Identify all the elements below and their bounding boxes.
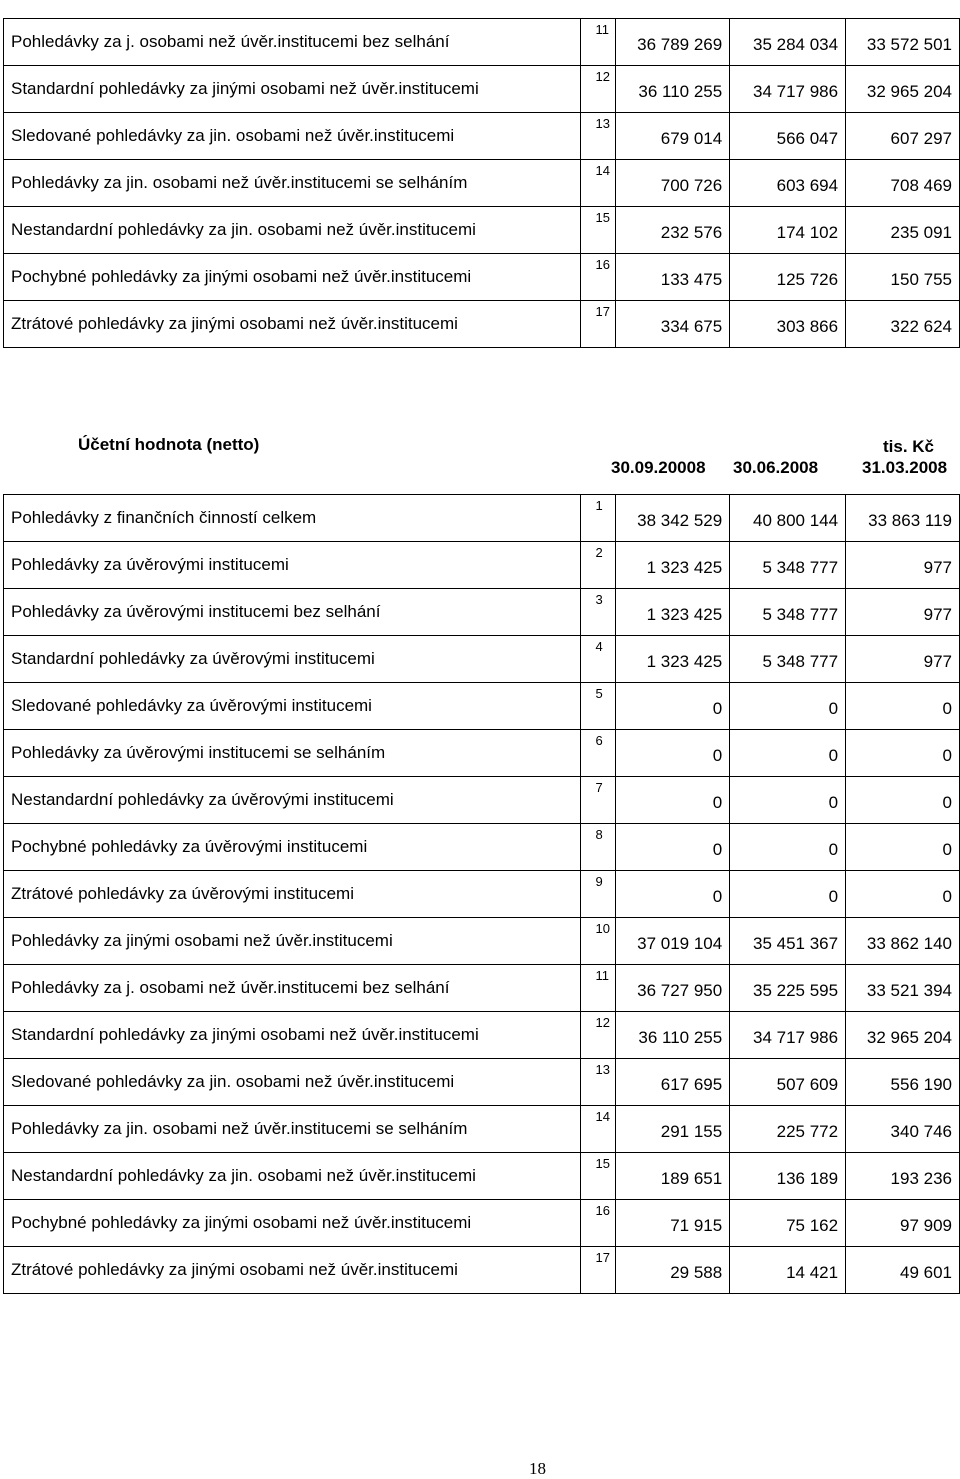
row-number-cell	[581, 918, 616, 965]
value-col-2: 303 866	[776, 317, 839, 336]
table-row	[4, 1106, 960, 1153]
value-col-1-cell	[616, 965, 730, 1012]
value-col-1-cell	[616, 301, 730, 348]
value-col-3-cell	[846, 730, 960, 777]
value-col-3-cell	[846, 66, 960, 113]
value-col-2: 507 609	[776, 1075, 839, 1094]
row-number: 17	[595, 304, 610, 319]
row-number-cell	[581, 66, 616, 113]
top-table-body	[4, 19, 960, 348]
value-col-2: 34 717 986	[752, 82, 839, 101]
row-number-cell	[581, 965, 616, 1012]
value-col-1-cell	[616, 66, 730, 113]
row-label-cell	[4, 589, 581, 636]
row-label: Pohledávky za úvěrovými institucemi	[11, 555, 289, 574]
value-col-2: 35 284 034	[752, 35, 839, 54]
value-col-2-cell	[730, 918, 846, 965]
row-label-cell	[4, 730, 581, 777]
table-row	[4, 683, 960, 730]
value-col-1-cell	[616, 254, 730, 301]
row-label-cell	[4, 1247, 581, 1294]
value-col-2: 603 694	[776, 176, 839, 195]
value-col-1-cell	[616, 918, 730, 965]
table-row	[4, 1059, 960, 1106]
value-col-1: 334 675	[660, 317, 723, 336]
value-col-3: 0	[942, 793, 952, 812]
row-label-cell	[4, 254, 581, 301]
value-col-3-cell	[846, 965, 960, 1012]
row-label: Sledované pohledávky za úvěrovými institucemi	[11, 696, 372, 715]
table-row	[4, 207, 960, 254]
value-col-3-cell	[846, 542, 960, 589]
value-col-2-cell	[730, 113, 846, 160]
value-col-1: 0	[712, 746, 723, 765]
row-number: 15	[595, 1156, 610, 1171]
value-col-3: 0	[942, 746, 952, 765]
value-col-3: 977	[923, 652, 952, 671]
value-col-3: 708 469	[890, 176, 952, 195]
value-col-2-cell	[730, 871, 846, 918]
row-number: 13	[595, 1062, 610, 1077]
row-label: Nestandardní pohledávky za úvěrovými institucemi	[11, 790, 394, 809]
value-col-1: 36 110 255	[638, 82, 723, 101]
table-row	[4, 965, 960, 1012]
row-number-cell	[581, 683, 616, 730]
value-col-2: 0	[828, 793, 839, 812]
value-col-2: 5 348 777	[762, 605, 839, 624]
value-col-1-cell	[616, 589, 730, 636]
row-number: 12	[595, 1015, 610, 1030]
row-label-cell	[4, 871, 581, 918]
row-number-cell	[581, 730, 616, 777]
row-number-cell	[581, 207, 616, 254]
table-row	[4, 871, 960, 918]
table-row	[4, 1247, 960, 1294]
value-col-1-cell	[616, 683, 730, 730]
row-label: Pochybné pohledávky za úvěrovými institucemi	[11, 837, 368, 856]
row-number: 2	[595, 545, 603, 560]
value-col-2-cell	[730, 730, 846, 777]
value-col-3: 340 746	[890, 1122, 952, 1141]
value-col-1: 291 155	[660, 1122, 723, 1141]
row-label: Sledované pohledávky za jin. osobami než úvěr.institucemi	[11, 126, 455, 145]
value-col-1-cell	[616, 542, 730, 589]
value-col-3: 556 190	[890, 1075, 952, 1094]
table-row	[4, 19, 960, 66]
value-col-2-cell	[730, 19, 846, 66]
table-row	[4, 254, 960, 301]
value-col-3: 193 236	[890, 1169, 952, 1188]
value-col-2: 35 225 595	[752, 981, 839, 1000]
value-col-1: 679 014	[660, 129, 723, 148]
row-number-cell	[581, 1059, 616, 1106]
value-col-2: 566 047	[776, 129, 839, 148]
row-label-cell	[4, 965, 581, 1012]
value-col-3-cell	[846, 1059, 960, 1106]
row-number-cell	[581, 1153, 616, 1200]
value-col-2-cell	[730, 965, 846, 1012]
row-number: 9	[595, 874, 603, 889]
row-label-cell	[4, 1012, 581, 1059]
table-row	[4, 66, 960, 113]
row-label-cell	[4, 1200, 581, 1247]
value-col-3: 97 909	[900, 1216, 952, 1235]
value-col-3-cell	[846, 495, 960, 542]
table-row	[4, 1200, 960, 1247]
value-col-2-cell	[730, 636, 846, 683]
row-label: Ztrátové pohledávky za úvěrovými institucemi	[11, 884, 354, 903]
row-number: 4	[595, 639, 603, 654]
value-col-3-cell	[846, 19, 960, 66]
value-col-3-cell	[846, 1106, 960, 1153]
value-col-3: 33 521 394	[866, 981, 952, 1000]
value-col-3-cell	[846, 301, 960, 348]
row-number-cell	[581, 777, 616, 824]
unit-label: tis. Kč	[883, 437, 935, 456]
row-label-cell	[4, 1059, 581, 1106]
row-label: Pohledávky za jinými osobami než úvěr.institucemi	[11, 931, 393, 950]
value-col-1: 617 695	[660, 1075, 723, 1094]
row-number-cell	[581, 542, 616, 589]
row-label-cell	[4, 19, 581, 66]
row-label: Pohledávky z finančních činností celkem	[11, 508, 317, 527]
row-number: 14	[595, 163, 610, 178]
value-col-2: 0	[828, 840, 839, 859]
row-number: 14	[595, 1109, 610, 1124]
row-label-cell	[4, 636, 581, 683]
value-col-1-cell	[616, 636, 730, 683]
table-row	[4, 1153, 960, 1200]
table-row	[4, 730, 960, 777]
row-label: Pochybné pohledávky za jinými osobami než úvěr.institucemi	[11, 1213, 472, 1232]
row-number-cell	[581, 1247, 616, 1294]
row-number: 16	[595, 1203, 610, 1218]
value-col-3: 607 297	[890, 129, 952, 148]
value-col-2-cell	[730, 1106, 846, 1153]
value-col-2-cell	[730, 1059, 846, 1106]
table-row	[4, 918, 960, 965]
row-label-cell	[4, 777, 581, 824]
value-col-1: 1 323 425	[646, 652, 723, 671]
row-number: 11	[595, 968, 609, 983]
row-label-cell	[4, 683, 581, 730]
bottom-table-body	[4, 495, 960, 1294]
table-row	[4, 636, 960, 683]
row-label-cell	[4, 824, 581, 871]
value-col-2-cell	[730, 301, 846, 348]
value-col-3: 235 091	[890, 223, 952, 242]
row-label: Pohledávky za jin. osobami než úvěr.institucemi se selháním	[11, 1119, 468, 1138]
value-col-1-cell	[616, 730, 730, 777]
value-col-2: 174 102	[776, 223, 839, 242]
value-col-2-cell	[730, 495, 846, 542]
row-number: 17	[595, 1250, 610, 1265]
value-col-1-cell	[616, 160, 730, 207]
value-col-3: 977	[923, 558, 952, 577]
value-col-3-cell	[846, 1200, 960, 1247]
value-col-1: 0	[712, 699, 723, 718]
row-label: Pohledávky za j. osobami než úvěr.institucemi bez selhání	[11, 32, 450, 51]
value-col-3: 0	[942, 699, 952, 718]
value-col-2-cell	[730, 1153, 846, 1200]
col-header-3: 31.03.2008	[862, 458, 948, 477]
row-number: 5	[595, 686, 603, 701]
value-col-2-cell	[730, 589, 846, 636]
row-label: Nestandardní pohledávky za jin. osobami než úvěr.institucemi	[11, 1166, 476, 1185]
value-col-3: 33 572 501	[866, 35, 952, 54]
row-label-cell	[4, 301, 581, 348]
top-table	[3, 18, 960, 348]
value-col-3-cell	[846, 1012, 960, 1059]
table-row	[4, 113, 960, 160]
value-col-1-cell	[616, 1200, 730, 1247]
value-col-1-cell	[616, 113, 730, 160]
value-col-3: 49 601	[900, 1263, 952, 1282]
row-label: Pohledávky za úvěrovými institucemi se selháním	[11, 743, 386, 762]
row-number: 1	[595, 498, 603, 513]
row-number: 10	[595, 921, 610, 936]
value-col-3-cell	[846, 207, 960, 254]
value-col-3-cell	[846, 683, 960, 730]
row-number-cell	[581, 113, 616, 160]
row-number-cell	[581, 636, 616, 683]
value-col-2-cell	[730, 160, 846, 207]
value-col-3: 977	[923, 605, 952, 624]
value-col-3-cell	[846, 1153, 960, 1200]
value-col-3-cell	[846, 824, 960, 871]
table-row	[4, 824, 960, 871]
value-col-1: 36 789 269	[637, 35, 723, 54]
value-col-3: 33 863 119	[868, 511, 952, 530]
row-label-cell	[4, 1106, 581, 1153]
value-col-3: 150 755	[890, 270, 952, 289]
row-label: Standardní pohledávky za jinými osobami než úvěr.institucemi	[11, 1025, 479, 1044]
value-col-2: 40 800 144	[752, 511, 839, 530]
value-col-2: 35 451 367	[752, 934, 839, 953]
value-col-1: 37 019 104	[637, 934, 723, 953]
row-number: 15	[595, 210, 610, 225]
row-number: 7	[595, 780, 603, 795]
value-col-2-cell	[730, 66, 846, 113]
row-number-cell	[581, 1106, 616, 1153]
row-number: 12	[595, 69, 610, 84]
value-col-2: 5 348 777	[762, 558, 839, 577]
table-row	[4, 589, 960, 636]
value-col-1: 0	[712, 793, 723, 812]
row-label-cell	[4, 113, 581, 160]
bottom-table	[3, 494, 960, 1294]
value-col-3: 33 862 140	[866, 934, 952, 953]
table-row	[4, 542, 960, 589]
value-col-2: 0	[828, 699, 839, 718]
row-label-cell	[4, 160, 581, 207]
value-col-3-cell	[846, 589, 960, 636]
value-col-1-cell	[616, 19, 730, 66]
table-row	[4, 495, 960, 542]
value-col-2: 125 726	[776, 270, 839, 289]
page-number: 18	[529, 1459, 546, 1478]
value-col-3: 0	[942, 840, 952, 859]
value-col-2-cell	[730, 777, 846, 824]
row-number-cell	[581, 824, 616, 871]
value-col-2-cell	[730, 683, 846, 730]
value-col-3-cell	[846, 918, 960, 965]
value-col-1-cell	[616, 495, 730, 542]
value-col-1: 1 323 425	[646, 558, 723, 577]
row-number-cell	[581, 19, 616, 66]
value-col-2-cell	[730, 254, 846, 301]
value-col-1: 189 651	[660, 1169, 723, 1188]
value-col-1: 38 342 529	[637, 511, 723, 530]
value-col-2: 136 189	[776, 1169, 839, 1188]
value-col-1: 36 727 950	[637, 981, 723, 1000]
value-col-3: 322 624	[890, 317, 952, 336]
value-col-1-cell	[616, 1059, 730, 1106]
row-number: 6	[595, 733, 603, 748]
row-label-cell	[4, 542, 581, 589]
value-col-1: 1 323 425	[646, 605, 723, 624]
col-header-2: 30.06.2008	[733, 458, 819, 477]
value-col-2: 0	[828, 746, 839, 765]
row-label: Pohledávky za úvěrovými institucemi bez selhání	[11, 602, 381, 621]
value-col-2-cell	[730, 207, 846, 254]
value-col-2: 5 348 777	[762, 652, 839, 671]
row-label-cell	[4, 207, 581, 254]
row-number-cell	[581, 1200, 616, 1247]
value-col-1-cell	[616, 824, 730, 871]
value-col-1: 36 110 255	[638, 1028, 723, 1047]
value-col-1-cell	[616, 1153, 730, 1200]
value-col-1: 0	[712, 887, 723, 906]
value-col-1-cell	[616, 871, 730, 918]
value-col-3-cell	[846, 113, 960, 160]
table-row	[4, 777, 960, 824]
row-label: Standardní pohledávky za úvěrovými institucemi	[11, 649, 375, 668]
row-label: Pohledávky za j. osobami než úvěr.institucemi bez selhání	[11, 978, 450, 997]
value-col-1: 133 475	[660, 270, 723, 289]
row-label: Ztrátové pohledávky za jinými osobami než úvěr.institucemi	[11, 314, 458, 333]
row-number-cell	[581, 160, 616, 207]
value-col-3: 0	[942, 887, 952, 906]
row-label-cell	[4, 918, 581, 965]
row-number: 3	[595, 592, 603, 607]
row-number-cell	[581, 871, 616, 918]
col-header-1: 30.09.20008	[611, 458, 706, 477]
value-col-3-cell	[846, 254, 960, 301]
value-col-1-cell	[616, 1106, 730, 1153]
value-col-1-cell	[616, 207, 730, 254]
value-col-3-cell	[846, 871, 960, 918]
row-label: Standardní pohledávky za jinými osobami než úvěr.institucemi	[11, 79, 479, 98]
row-label-cell	[4, 66, 581, 113]
row-label: Nestandardní pohledávky za jin. osobami než úvěr.institucemi	[11, 220, 476, 239]
value-col-2: 75 162	[786, 1216, 839, 1235]
table-row	[4, 1012, 960, 1059]
row-label: Sledované pohledávky za jin. osobami než úvěr.institucemi	[11, 1072, 455, 1091]
row-label-cell	[4, 1153, 581, 1200]
row-number: 16	[595, 257, 610, 272]
row-number: 11	[595, 22, 609, 37]
value-col-1-cell	[616, 1247, 730, 1294]
value-col-2: 14 421	[786, 1263, 839, 1282]
value-col-2: 0	[828, 887, 839, 906]
row-number: 13	[595, 116, 610, 131]
value-col-2-cell	[730, 542, 846, 589]
value-col-3-cell	[846, 777, 960, 824]
value-col-1-cell	[616, 777, 730, 824]
row-label: Ztrátové pohledávky za jinými osobami než úvěr.institucemi	[11, 1260, 458, 1279]
value-col-1: 29 588	[670, 1263, 723, 1282]
table-row	[4, 301, 960, 348]
value-col-2-cell	[730, 1012, 846, 1059]
row-number-cell	[581, 1012, 616, 1059]
value-col-3-cell	[846, 1247, 960, 1294]
row-label-cell	[4, 495, 581, 542]
row-number-cell	[581, 301, 616, 348]
value-col-1: 0	[712, 840, 723, 859]
value-col-2: 34 717 986	[752, 1028, 839, 1047]
table-row	[4, 160, 960, 207]
row-label: Pohledávky za jin. osobami než úvěr.institucemi se selháním	[11, 173, 468, 192]
value-col-1: 232 576	[660, 223, 723, 242]
value-col-3: 32 965 204	[866, 1028, 952, 1047]
value-col-2: 225 772	[776, 1122, 839, 1141]
value-col-1: 700 726	[660, 176, 723, 195]
row-number: 8	[595, 827, 603, 842]
value-col-1: 71 915	[670, 1216, 723, 1235]
value-col-2-cell	[730, 824, 846, 871]
row-label: Pochybné pohledávky za jinými osobami než úvěr.institucemi	[11, 267, 472, 286]
value-col-3-cell	[846, 636, 960, 683]
value-col-2-cell	[730, 1200, 846, 1247]
section-title: Účetní hodnota (netto)	[78, 435, 260, 454]
value-col-2-cell	[730, 1247, 846, 1294]
value-col-1-cell	[616, 1012, 730, 1059]
value-col-3-cell	[846, 160, 960, 207]
value-col-3: 32 965 204	[866, 82, 952, 101]
row-number-cell	[581, 254, 616, 301]
row-number-cell	[581, 495, 616, 542]
row-number-cell	[581, 589, 616, 636]
